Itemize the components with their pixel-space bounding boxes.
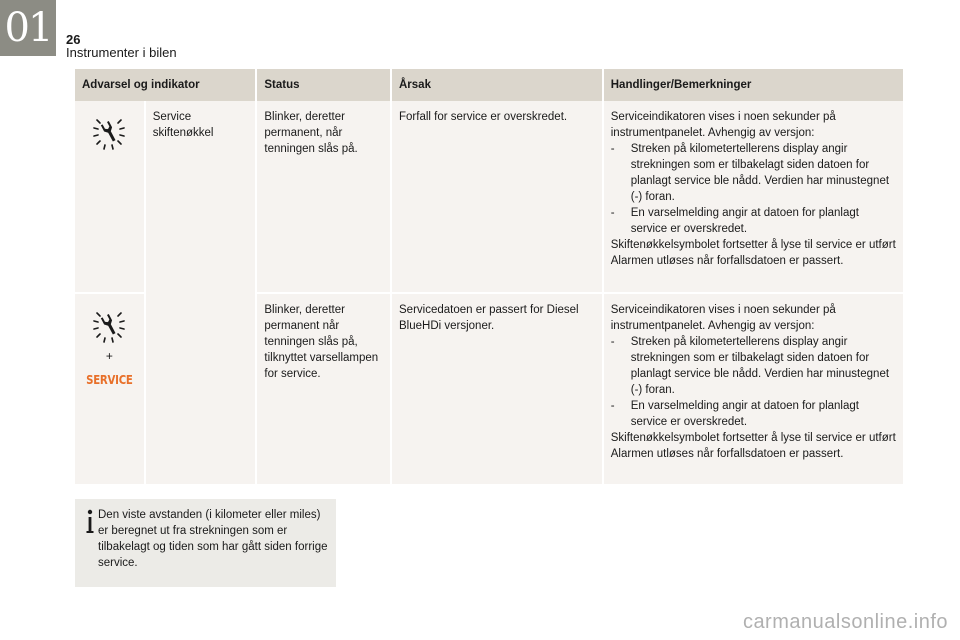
cause-cell: Forfall for service er overskredet. — [391, 101, 603, 293]
plus-sign: + — [105, 349, 113, 363]
actions-outro: Alarmen utløses når forfallsdatoen er passert. — [610, 255, 844, 267]
status-cell: Blinker, deretter permanent når tenningen slås på, tilknyttet varsellampen for service. — [256, 293, 391, 485]
info-note-box — [75, 499, 336, 587]
list-item: - Streken på kilometertellerens display angir strekningen som er tilbakelagt siden datoen for planlagt service ble nådd. Verdien har minustegnet (-) foran. — [610, 336, 890, 396]
info-note-text: Den viste avstanden (i kilometer eller miles) er beregnet ut fra strekningen som er tilbakelagt og tiden som har gått siden forrige service. — [98, 509, 328, 569]
cause-cell: Servicedatoen er passert for Diesel BlueHDi versjoner. — [391, 293, 603, 485]
chapter-number: 01 — [4, 5, 52, 51]
column-header-actions: Handlinger/Bemerkninger — [603, 69, 903, 101]
actions-outro: Alarmen utløses når forfallsdatoen er passert. — [610, 448, 844, 460]
actions-outro: Skiftenøkkelsymbolet fortsetter å lyse til service er utført — [610, 432, 896, 444]
indicator-icon-cell — [75, 101, 145, 293]
actions-intro: Serviceindikatoren vises i noen sekunder på instrumentpanelet. Avhengig av versjon: — [610, 111, 836, 139]
list-item: - Streken på kilometertellerens display angir strekningen som er tilbakelagt siden datoen for planlagt service ble nådd. Verdien har minustegnet (-) foran. — [610, 143, 890, 203]
info-icon — [85, 509, 95, 535]
indicator-name: Service skiftenøkkel — [145, 101, 257, 485]
column-header-indicator: Advarsel og indikator — [75, 69, 256, 101]
wrench-icon — [91, 306, 127, 346]
actions-outro: Skiftenøkkelsymbolet fortsetter å lyse til service er utført — [610, 239, 896, 251]
chapter-tab — [0, 0, 56, 56]
indicator-icon-cell — [75, 293, 145, 485]
table-header-row — [75, 69, 903, 101]
warning-indicator-table — [75, 69, 903, 486]
list-item: - En varselmelding angir at datoen for planlagt service er overskredet. — [610, 207, 859, 235]
column-header-status: Status — [256, 69, 391, 101]
page-section-title: Instrumenter i bilen — [66, 45, 177, 60]
service-warning-icon: SERVICE — [86, 373, 133, 387]
wrench-icon — [91, 113, 127, 153]
status-cell: Blinker, deretter permanent, når tenningen slås på. — [256, 101, 391, 293]
table-row — [75, 101, 903, 293]
column-header-cause: Årsak — [391, 69, 603, 101]
list-item: - En varselmelding angir at datoen for planlagt service er overskredet. — [610, 400, 859, 428]
page-number: 26 — [66, 32, 81, 47]
watermark: carmanualsonline.info — [742, 611, 948, 633]
actions-cell — [603, 101, 903, 293]
actions-intro: Serviceindikatoren vises i noen sekunder på instrumentpanelet. Avhengig av versjon: — [610, 304, 836, 332]
actions-cell — [603, 293, 903, 485]
